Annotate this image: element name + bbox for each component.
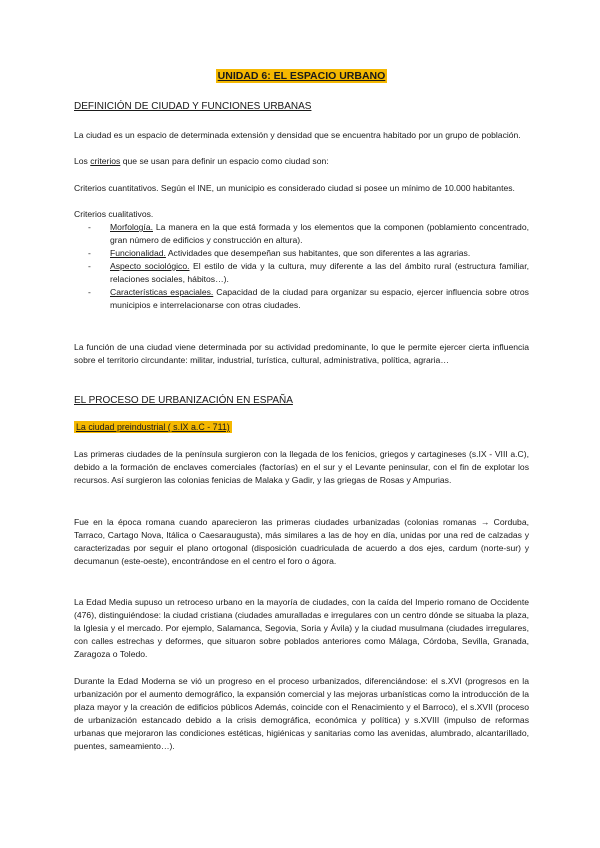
criteria-text: Capacidad de la ciudad para organizar su espacio, ejercer influencia sobre otros municipios e interrelacionarse con otras ciudades. bbox=[110, 287, 529, 310]
paragraph-cuantitativos: Criterios cuantitativos. Según el INE, un municipio es considerado ciudad si posee un mínimo de 10.000 habitantes. bbox=[74, 183, 515, 193]
paragraph-edad-moderna: Durante la Edad Moderna se vió un progreso en el proceso urbanizados, diferenciándose: el s.XVI (progresos en la urbanización por el aumento demográfico, la expansión comercial y las mejoras urbanísticas como la introducción de la plaza mayor y la creación de edificios públicos Además, coincide con el Renacimiento y el Barroco), el s.XVII (proceso de urbanización estancado debido a la crisis demográfica, económica y política) y s.XVIII (impulso de reformas urbanas que mejoraron las condiciones estéticas, higiénicas y sanitarias como las avenidas, alumbrado, alcantarillado, puentes, sameamiento…). bbox=[74, 676, 529, 751]
section-heading-definicion: DEFINICIÓN DE CIUDAD Y FUNCIONES URBANAS bbox=[74, 101, 312, 112]
bullet-dash: - bbox=[88, 287, 91, 297]
bullet-dash: - bbox=[88, 222, 91, 232]
subheading-preindustrial: La ciudad preindustrial ( s.IX a.C - 711) bbox=[76, 422, 230, 432]
paragraph-edad-media: La Edad Media supuso un retroceso urbano en la mayoría de ciudades, con la caída del Imperio romano de Occidente (476), distinguiéndose: la ciudad cristiana (ciudades amuralladas e irregulares con un centro dónde se situaba la plaza, la Iglesia y el mercado. Por ejemplo, Salamanca, Segovia, Soria y Ávila) y la ciudad musulmana (ciudades irregulares, con calles estrechas y deformes, que situaron sobre poblados anteriores como Málaga, Córdoba, Sevilla, Granada, Zaragoza o Toledo. bbox=[74, 597, 529, 659]
criterios-term: criterios bbox=[90, 156, 121, 166]
criteria-list bbox=[88, 221, 529, 312]
paragraph-cualitativos: Criterios cualitativos. bbox=[74, 209, 154, 219]
list-item bbox=[88, 260, 529, 286]
criteria-term: Características espaciales. bbox=[110, 287, 214, 297]
list-item bbox=[88, 221, 529, 247]
paragraph-funcion: La función de una ciudad viene determinada por su actividad predominante, lo que le permite ejercer cierta influencia sobre el territorio circundante: militar, industrial, turística, cultural, administrativa, política, agraria… bbox=[74, 342, 529, 365]
paragraph-criterios bbox=[74, 155, 529, 168]
criterios-post: que se usan para definir un espacio como ciudad son: bbox=[120, 156, 329, 166]
criteria-text: El estilo de vida y la cultura, muy diferente a las del ámbito rural (estructura familiar, relaciones sociales, hábitos…). bbox=[110, 261, 529, 284]
paragraph-fenicios: Las primeras ciudades de la península surgieron con la llegada de los fenicios, griegos y cartagineses (s.IX - VIII a.C), debido a la formación de enclaves comerciales (factorías) en el sur y el Levante peninsular, con el fin de explotar los recursos. Así surgieron las colonias fenicias de Malaka y Gadir, y las griegas de Rosas y Ampurias. bbox=[74, 449, 529, 485]
criteria-term: Aspecto sociológico. bbox=[110, 261, 190, 271]
criteria-text: Actividades que desempeñan sus habitantes, que son diferentes a las agrarias. bbox=[165, 248, 471, 258]
list-item bbox=[88, 247, 529, 260]
paragraph-definicion: La ciudad es un espacio de determinada extensión y densidad que se encuentra habitado por un grupo de población. bbox=[74, 130, 521, 140]
bullet-dash: - bbox=[88, 248, 91, 258]
criteria-term: Funcionalidad. bbox=[110, 248, 166, 258]
page-title bbox=[74, 70, 529, 82]
page-title-text: UNIDAD 6: EL ESPACIO URBANO bbox=[217, 70, 386, 82]
paragraph-romana: Fue en la época romana cuando aparecieron las primeras ciudades urbanizadas (colonias romanas → Corduba, Tarraco, Cartago Nova, Itálica o Caesaraugusta), más similares a las de hoy en día, unidas por una red de calzadas y caracterizadas por seguir el plano ortogonal (disposición cuadriculada de acuerdo a dos ejes, cardum (norte-sur) y decumanun (este-oeste), encontrándose en el centro el foro o ágora. bbox=[74, 517, 529, 566]
list-item bbox=[88, 286, 529, 312]
bullet-dash: - bbox=[88, 261, 91, 271]
criterios-pre: Los bbox=[74, 156, 91, 166]
criteria-term: Morfología. bbox=[110, 222, 153, 232]
criteria-text: La manera en la que está formada y los elementos que la componen (poblamiento concentrado, gran número de edificios y construcción en altura). bbox=[110, 222, 529, 245]
section-heading-urbanizacion: EL PROCESO DE URBANIZACIÓN EN ESPAÑA bbox=[74, 395, 293, 406]
